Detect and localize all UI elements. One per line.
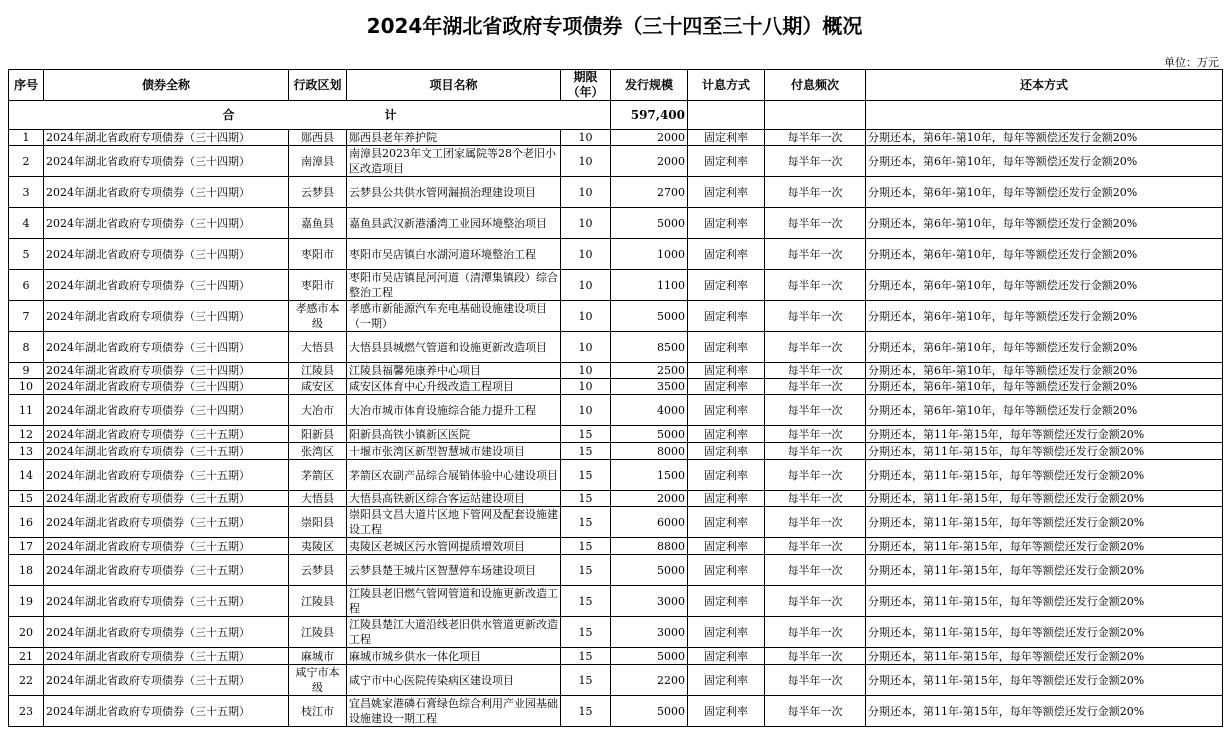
total-empty: [866, 101, 1223, 130]
row-project: 咸安区体育中心升级改造工程项目: [347, 379, 561, 395]
row-repayment: 分期还本，第11年-第15年，每年等额偿还发行金额20%: [866, 460, 1223, 491]
row-no: 12: [9, 426, 44, 443]
row-bond-name: 2024年湖北省政府专项债券（三十四期）: [44, 130, 289, 146]
row-region: 郧西县: [289, 130, 347, 146]
row-no: 9: [9, 363, 44, 379]
row-term: 10: [561, 130, 611, 146]
row-interest: 固定利率: [688, 239, 765, 270]
table-row: [9, 363, 1223, 379]
row-project: 枣阳市吴店镇白水湖河道环境整治工程: [347, 239, 561, 270]
row-amount: 5000: [611, 696, 688, 727]
row-frequency: 每半年一次: [765, 617, 866, 648]
row-repayment: 分期还本，第6年-第10年，每年等额偿还发行金额20%: [866, 130, 1223, 146]
row-repayment: 分期还本，第11年-第15年，每年等额偿还发行金额20%: [866, 696, 1223, 727]
row-bond-name: 2024年湖北省政府专项债券（三十四期）: [44, 177, 289, 208]
row-region: 茅箭区: [289, 460, 347, 491]
row-frequency: 每半年一次: [765, 460, 866, 491]
table-row: [9, 270, 1223, 301]
row-region: 江陵县: [289, 617, 347, 648]
table-row: [9, 617, 1223, 648]
row-region: 枝江市: [289, 696, 347, 727]
row-project: 江陵县老旧燃气管网管道和设施更新改造工程: [347, 586, 561, 617]
row-term: 15: [561, 648, 611, 665]
row-no: 11: [9, 395, 44, 426]
row-amount: 3500: [611, 379, 688, 395]
row-project: 南漳县2023年文工团家属院等28个老旧小区改造项目: [347, 146, 561, 177]
row-interest: 固定利率: [688, 426, 765, 443]
row-frequency: 每半年一次: [765, 146, 866, 177]
header-term: 期限（年）: [561, 70, 611, 101]
row-bond-name: 2024年湖北省政府专项债券（三十五期）: [44, 507, 289, 538]
row-amount: 2500: [611, 363, 688, 379]
row-interest: 固定利率: [688, 491, 765, 507]
row-amount: 1100: [611, 270, 688, 301]
row-term: 10: [561, 395, 611, 426]
row-project: 十堰市张湾区新型智慧城市建设项目: [347, 443, 561, 460]
row-bond-name: 2024年湖北省政府专项债券（三十五期）: [44, 443, 289, 460]
row-interest: 固定利率: [688, 538, 765, 555]
row-project: 夷陵区老城区污水管网提质增效项目: [347, 538, 561, 555]
unit-label: 单位：万元: [1164, 56, 1219, 69]
row-interest: 固定利率: [688, 146, 765, 177]
row-interest: 固定利率: [688, 555, 765, 586]
row-repayment: 分期还本，第6年-第10年，每年等额偿还发行金额20%: [866, 379, 1223, 395]
row-bond-name: 2024年湖北省政府专项债券（三十五期）: [44, 696, 289, 727]
row-amount: 2700: [611, 177, 688, 208]
row-frequency: 每半年一次: [765, 270, 866, 301]
row-term: 10: [561, 379, 611, 395]
row-no: 18: [9, 555, 44, 586]
row-repayment: 分期还本，第11年-第15年，每年等额偿还发行金额20%: [866, 507, 1223, 538]
row-term: 10: [561, 239, 611, 270]
row-interest: 固定利率: [688, 301, 765, 332]
row-repayment: 分期还本，第6年-第10年，每年等额偿还发行金额20%: [866, 301, 1223, 332]
row-repayment: 分期还本，第6年-第10年，每年等额偿还发行金额20%: [866, 177, 1223, 208]
row-project: 江陵县楚江大道沿线老旧供水管道更新改造工程: [347, 617, 561, 648]
row-region: 张湾区: [289, 443, 347, 460]
row-project: 江陵县福馨苑康养中心项目: [347, 363, 561, 379]
row-region: 夷陵区: [289, 538, 347, 555]
row-bond-name: 2024年湖北省政府专项债券（三十五期）: [44, 426, 289, 443]
row-frequency: 每半年一次: [765, 443, 866, 460]
row-region: 南漳县: [289, 146, 347, 177]
table-row: [9, 538, 1223, 555]
row-region: 大悟县: [289, 332, 347, 363]
row-interest: 固定利率: [688, 696, 765, 727]
row-term: 15: [561, 426, 611, 443]
row-bond-name: 2024年湖北省政府专项债券（三十四期）: [44, 332, 289, 363]
row-repayment: 分期还本，第6年-第10年，每年等额偿还发行金额20%: [866, 363, 1223, 379]
table-row: [9, 507, 1223, 538]
table-row: [9, 332, 1223, 363]
row-repayment: 分期还本，第11年-第15年，每年等额偿还发行金额20%: [866, 426, 1223, 443]
row-interest: 固定利率: [688, 460, 765, 491]
row-region: 阳新县: [289, 426, 347, 443]
row-frequency: 每半年一次: [765, 538, 866, 555]
row-bond-name: 2024年湖北省政府专项债券（三十四期）: [44, 379, 289, 395]
table-row: [9, 460, 1223, 491]
row-no: 6: [9, 270, 44, 301]
row-project: 云梦县楚王城片区智慧停车场建设项目: [347, 555, 561, 586]
row-interest: 固定利率: [688, 586, 765, 617]
row-amount: 1500: [611, 460, 688, 491]
row-no: 19: [9, 586, 44, 617]
row-no: 23: [9, 696, 44, 727]
row-no: 21: [9, 648, 44, 665]
row-bond-name: 2024年湖北省政府专项债券（三十五期）: [44, 648, 289, 665]
row-frequency: 每半年一次: [765, 491, 866, 507]
row-frequency: 每半年一次: [765, 426, 866, 443]
row-interest: 固定利率: [688, 648, 765, 665]
row-no: 15: [9, 491, 44, 507]
row-no: 22: [9, 665, 44, 696]
row-frequency: 每半年一次: [765, 648, 866, 665]
row-region: 大悟县: [289, 491, 347, 507]
page-title: 2024年湖北省政府专项债券（三十四至三十八期）概况: [366, 14, 863, 38]
row-interest: 固定利率: [688, 617, 765, 648]
row-interest: 固定利率: [688, 507, 765, 538]
table-row: [9, 379, 1223, 395]
total-label-b: 计: [384, 107, 397, 122]
row-term: 15: [561, 617, 611, 648]
table-row: [9, 177, 1223, 208]
row-project: 崇阳县文昌大道片区地下管网及配套设施建设工程: [347, 507, 561, 538]
row-region: 江陵县: [289, 363, 347, 379]
row-term: 15: [561, 460, 611, 491]
row-project: 孝感市新能源汽车充电基础设施建设项目（一期）: [347, 301, 561, 332]
row-amount: 5000: [611, 301, 688, 332]
row-term: 15: [561, 491, 611, 507]
row-project: 大悟县县城燃气管道和设施更新改造项目: [347, 332, 561, 363]
row-project: 咸宁市中心医院传染病区建设项目: [347, 665, 561, 696]
table-row: [9, 395, 1223, 426]
row-no: 13: [9, 443, 44, 460]
table-row: [9, 130, 1223, 146]
row-no: 10: [9, 379, 44, 395]
row-project: 大冶市城市体育设施综合能力提升工程: [347, 395, 561, 426]
row-bond-name: 2024年湖北省政府专项债券（三十五期）: [44, 538, 289, 555]
total-row: [9, 101, 1223, 130]
row-frequency: 每半年一次: [765, 696, 866, 727]
row-project: 云梦县公共供水管网漏损治理建设项目: [347, 177, 561, 208]
row-amount: 5000: [611, 426, 688, 443]
row-repayment: 分期还本，第11年-第15年，每年等额偿还发行金额20%: [866, 555, 1223, 586]
row-term: 15: [561, 696, 611, 727]
row-no: 5: [9, 239, 44, 270]
row-frequency: 每半年一次: [765, 507, 866, 538]
row-term: 10: [561, 270, 611, 301]
row-amount: 2000: [611, 146, 688, 177]
row-repayment: 分期还本，第6年-第10年，每年等额偿还发行金额20%: [866, 270, 1223, 301]
row-no: 17: [9, 538, 44, 555]
row-amount: 8800: [611, 538, 688, 555]
row-no: 20: [9, 617, 44, 648]
row-frequency: 每半年一次: [765, 379, 866, 395]
row-bond-name: 2024年湖北省政府专项债券（三十五期）: [44, 491, 289, 507]
row-region: 云梦县: [289, 177, 347, 208]
row-region: 咸宁市本级: [289, 665, 347, 696]
header-amount: 发行规模: [611, 70, 688, 101]
row-amount: 8500: [611, 332, 688, 363]
row-no: 2: [9, 146, 44, 177]
row-bond-name: 2024年湖北省政府专项债券（三十四期）: [44, 239, 289, 270]
table-row: [9, 696, 1223, 727]
row-interest: 固定利率: [688, 177, 765, 208]
row-region: 麻城市: [289, 648, 347, 665]
total-empty: [688, 101, 765, 130]
table-row: [9, 146, 1223, 177]
row-repayment: 分期还本，第11年-第15年，每年等额偿还发行金额20%: [866, 443, 1223, 460]
row-repayment: 分期还本，第11年-第15年，每年等额偿还发行金额20%: [866, 586, 1223, 617]
row-frequency: 每半年一次: [765, 555, 866, 586]
row-frequency: 每半年一次: [765, 130, 866, 146]
row-bond-name: 2024年湖北省政府专项债券（三十四期）: [44, 146, 289, 177]
bond-table: [8, 69, 1223, 727]
table-row: [9, 301, 1223, 332]
row-bond-name: 2024年湖北省政府专项债券（三十五期）: [44, 617, 289, 648]
row-term: 15: [561, 665, 611, 696]
row-term: 10: [561, 363, 611, 379]
row-term: 10: [561, 208, 611, 239]
row-project: 大悟县高铁新区综合客运站建设项目: [347, 491, 561, 507]
row-interest: 固定利率: [688, 443, 765, 460]
row-amount: 3000: [611, 586, 688, 617]
row-frequency: 每半年一次: [765, 395, 866, 426]
row-region: 江陵县: [289, 586, 347, 617]
row-no: 14: [9, 460, 44, 491]
row-interest: 固定利率: [688, 395, 765, 426]
row-frequency: 每半年一次: [765, 208, 866, 239]
row-region: 枣阳市: [289, 239, 347, 270]
row-repayment: 分期还本，第6年-第10年，每年等额偿还发行金额20%: [866, 146, 1223, 177]
total-empty: [765, 101, 866, 130]
row-term: 15: [561, 538, 611, 555]
row-repayment: 分期还本，第6年-第10年，每年等额偿还发行金额20%: [866, 395, 1223, 426]
row-amount: 2000: [611, 130, 688, 146]
row-project: 阳新县高铁小镇新区医院: [347, 426, 561, 443]
row-project: 茅箭区农副产品综合展销体验中心建设项目: [347, 460, 561, 491]
row-term: 15: [561, 507, 611, 538]
row-repayment: 分期还本，第11年-第15年，每年等额偿还发行金额20%: [866, 491, 1223, 507]
row-term: 15: [561, 586, 611, 617]
row-interest: 固定利率: [688, 130, 765, 146]
row-interest: 固定利率: [688, 363, 765, 379]
row-no: 8: [9, 332, 44, 363]
row-region: 崇阳县: [289, 507, 347, 538]
total-label: [9, 101, 611, 130]
table-row: [9, 208, 1223, 239]
row-project: 郧西县老年养护院: [347, 130, 561, 146]
row-no: 16: [9, 507, 44, 538]
table-row: [9, 426, 1223, 443]
row-bond-name: 2024年湖北省政府专项债券（三十五期）: [44, 665, 289, 696]
row-project: 枣阳市吴店镇昆河河道（清潭集镇段）综合整治工程: [347, 270, 561, 301]
row-bond-name: 2024年湖北省政府专项债券（三十四期）: [44, 301, 289, 332]
row-frequency: 每半年一次: [765, 332, 866, 363]
table-row: [9, 443, 1223, 460]
row-amount: 6000: [611, 507, 688, 538]
row-region: 大冶市: [289, 395, 347, 426]
table-row: [9, 555, 1223, 586]
row-bond-name: 2024年湖北省政府专项债券（三十五期）: [44, 586, 289, 617]
row-term: 10: [561, 301, 611, 332]
row-amount: 2000: [611, 491, 688, 507]
row-interest: 固定利率: [688, 665, 765, 696]
row-amount: 8000: [611, 443, 688, 460]
row-amount: 1000: [611, 239, 688, 270]
row-frequency: 每半年一次: [765, 586, 866, 617]
header-interest: 计息方式: [688, 70, 765, 101]
row-interest: 固定利率: [688, 379, 765, 395]
row-repayment: 分期还本，第11年-第15年，每年等额偿还发行金额20%: [866, 665, 1223, 696]
header-repayment: 还本方式: [866, 70, 1223, 101]
row-bond-name: 2024年湖北省政府专项债券（三十四期）: [44, 395, 289, 426]
row-amount: 5000: [611, 555, 688, 586]
row-amount: 5000: [611, 208, 688, 239]
row-project: 宜昌姚家港磷石膏绿色综合利用产业园基础设施建设一期工程: [347, 696, 561, 727]
row-project: 麻城市城乡供水一体化项目: [347, 648, 561, 665]
row-amount: 2200: [611, 665, 688, 696]
total-amount: 597,400: [611, 101, 688, 130]
row-repayment: 分期还本，第6年-第10年，每年等额偿还发行金额20%: [866, 208, 1223, 239]
row-interest: 固定利率: [688, 208, 765, 239]
row-term: 10: [561, 177, 611, 208]
row-region: 云梦县: [289, 555, 347, 586]
row-project: 嘉鱼县武汉新港潘湾工业园环境整治项目: [347, 208, 561, 239]
row-amount: 5000: [611, 648, 688, 665]
table-row: [9, 648, 1223, 665]
row-repayment: 分期还本，第11年-第15年，每年等额偿还发行金额20%: [866, 538, 1223, 555]
header-no: 序号: [9, 70, 44, 101]
row-frequency: 每半年一次: [765, 239, 866, 270]
row-bond-name: 2024年湖北省政府专项债券（三十四期）: [44, 363, 289, 379]
table-row: [9, 665, 1223, 696]
header-bond-name: 债券全称: [44, 70, 289, 101]
row-bond-name: 2024年湖北省政府专项债券（三十五期）: [44, 460, 289, 491]
table-row: [9, 586, 1223, 617]
row-repayment: 分期还本，第11年-第15年，每年等额偿还发行金额20%: [866, 648, 1223, 665]
row-frequency: 每半年一次: [765, 301, 866, 332]
row-no: 4: [9, 208, 44, 239]
table-row: [9, 491, 1223, 507]
row-repayment: 分期还本，第6年-第10年，每年等额偿还发行金额20%: [866, 239, 1223, 270]
row-term: 10: [561, 332, 611, 363]
row-interest: 固定利率: [688, 332, 765, 363]
header-project: 项目名称: [347, 70, 561, 101]
row-frequency: 每半年一次: [765, 363, 866, 379]
header-frequency: 付息频次: [765, 70, 866, 101]
total-label-a: 合: [222, 107, 235, 122]
row-bond-name: 2024年湖北省政府专项债券（三十五期）: [44, 555, 289, 586]
row-amount: 4000: [611, 395, 688, 426]
row-bond-name: 2024年湖北省政府专项债券（三十四期）: [44, 270, 289, 301]
header-region: 行政区划: [289, 70, 347, 101]
row-term: 15: [561, 555, 611, 586]
row-repayment: 分期还本，第11年-第15年，每年等额偿还发行金额20%: [866, 617, 1223, 648]
row-repayment: 分期还本，第6年-第10年，每年等额偿还发行金额20%: [866, 332, 1223, 363]
row-bond-name: 2024年湖北省政府专项债券（三十四期）: [44, 208, 289, 239]
row-interest: 固定利率: [688, 270, 765, 301]
row-region: 枣阳市: [289, 270, 347, 301]
row-amount: 3000: [611, 617, 688, 648]
row-region: 孝感市本级: [289, 301, 347, 332]
table-header-row: [9, 70, 1223, 101]
row-no: 1: [9, 130, 44, 146]
row-frequency: 每半年一次: [765, 665, 866, 696]
row-term: 15: [561, 443, 611, 460]
row-region: 嘉鱼县: [289, 208, 347, 239]
row-no: 7: [9, 301, 44, 332]
row-region: 咸安区: [289, 379, 347, 395]
row-frequency: 每半年一次: [765, 177, 866, 208]
row-term: 10: [561, 146, 611, 177]
row-no: 3: [9, 177, 44, 208]
table-row: [9, 239, 1223, 270]
